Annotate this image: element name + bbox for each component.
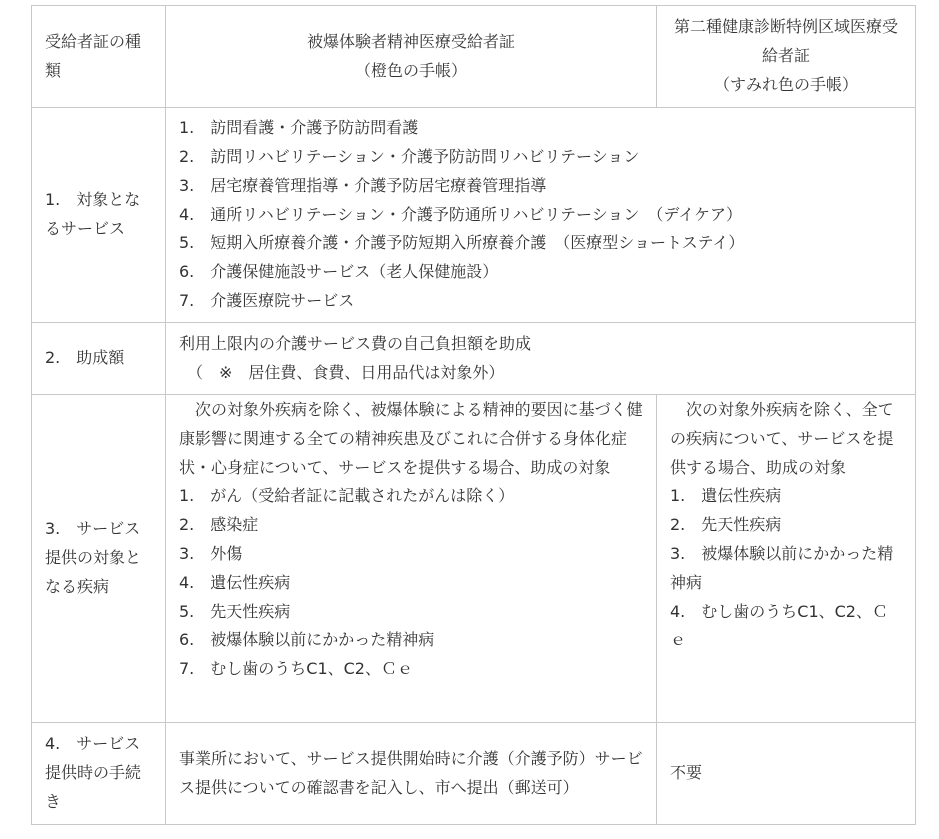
list-item: 4. 遺伝性疾病 <box>179 572 291 592</box>
services-label-cell <box>32 108 166 323</box>
procedure-label: 4. サービス提供時の手続き <box>45 734 142 811</box>
list-item: 6. 被爆体験以前にかかった精神病 <box>179 630 435 650</box>
header-violet-cell <box>657 6 916 108</box>
services-row <box>32 108 916 323</box>
diseases-label: 3. サービス提供の対象となる疾病 <box>45 519 142 596</box>
list-item: 2. 訪問リハビリテーション・介護予防訪問リハビリテーション <box>179 147 640 166</box>
list-item: 1. がん（受給者証に記載されたがんは除く） <box>179 486 515 506</box>
procedure-violet-text: 不要 <box>670 763 703 783</box>
subsidy-row <box>32 323 916 395</box>
diseases-violet-intro: 次の対象外疾病を除く、全ての疾病について、サービスを提供する場合、助成の対象 <box>670 400 894 477</box>
list-item: 7. 介護医療院サービス <box>179 290 355 310</box>
header-type-cell <box>32 6 166 108</box>
header-type-label: 受給者証の種類 <box>45 31 142 80</box>
list-item: 3. 外傷 <box>179 543 243 563</box>
diseases-label-cell <box>32 395 166 723</box>
header-orange-title: 被爆体験者精神医療受給者証 <box>306 31 515 51</box>
subsidy-label: 2. 助成額 <box>45 348 125 368</box>
subsidy-label-cell <box>32 323 166 395</box>
procedure-orange-text: 事業所において、サービス提供開始時に介護（介護予防）サービス提供についての確認書を記入し、市へ提出（郵送可） <box>179 748 643 797</box>
list-item: 7. むし歯のうちC1、C2、Ｃｅ <box>179 659 413 679</box>
list-item: 1. 訪問看護・介護予防訪問看護 <box>179 118 419 138</box>
header-orange-sub: （橙色の手帳） <box>354 60 467 80</box>
header-violet-title: 第二種健康診断特例区域医療受給者証 <box>673 17 898 66</box>
list-item: 5. 短期入所療養介護・介護予防短期入所療養介護 （医療型ショートステイ） <box>179 233 745 253</box>
subsidy-text-cell <box>166 323 916 395</box>
services-label: 1. 対象となるサービス <box>45 190 141 238</box>
list-item: 2. 先天性疾病 <box>670 515 782 535</box>
subsidy-note: （ ※ 居住費、食費、日用品代は対象外） <box>179 362 505 382</box>
diseases-orange-intro: 次の対象外疾病を除く、被爆体験による精神的要因に基づく健康影響に関連する全ての精神疾患及びこれに合併する身体化症状・心身症について、サービスを提供する場合、助成の対象 <box>179 400 643 477</box>
list-item: 3. 被爆体験以前にかかった精神病 <box>670 543 894 592</box>
diseases-orange-cell <box>166 395 657 723</box>
header-row <box>32 6 916 108</box>
services-list-cell <box>166 108 916 323</box>
diseases-row <box>32 395 916 723</box>
subsidy-text: 利用上限内の介護サービス費の自己負担額を助成 <box>179 333 532 353</box>
list-item: 5. 先天性疾病 <box>179 601 291 621</box>
diseases-violet-cell <box>657 395 916 723</box>
benefits-table <box>31 5 916 825</box>
list-item: 1. 遺伝性疾病 <box>670 486 782 506</box>
header-orange-cell <box>166 6 657 108</box>
procedure-orange-cell <box>166 723 657 825</box>
list-item: 3. 居宅療養管理指導・介護予防居宅療養管理指導 <box>179 175 547 195</box>
procedure-violet-cell <box>657 723 916 825</box>
header-violet-sub: （すみれ色の手帳） <box>713 74 858 94</box>
list-item: 4. むし歯のうちC1、C2、Ｃｅ <box>670 601 888 650</box>
list-item: 4. 通所リハビリテーション・介護予防通所リハビリテーション （デイケア） <box>179 204 742 224</box>
list-item: 2. 感染症 <box>179 515 259 535</box>
procedure-row <box>32 723 916 825</box>
list-item: 6. 介護保健施設サービス（老人保健施設） <box>179 262 499 282</box>
procedure-label-cell <box>32 723 166 825</box>
